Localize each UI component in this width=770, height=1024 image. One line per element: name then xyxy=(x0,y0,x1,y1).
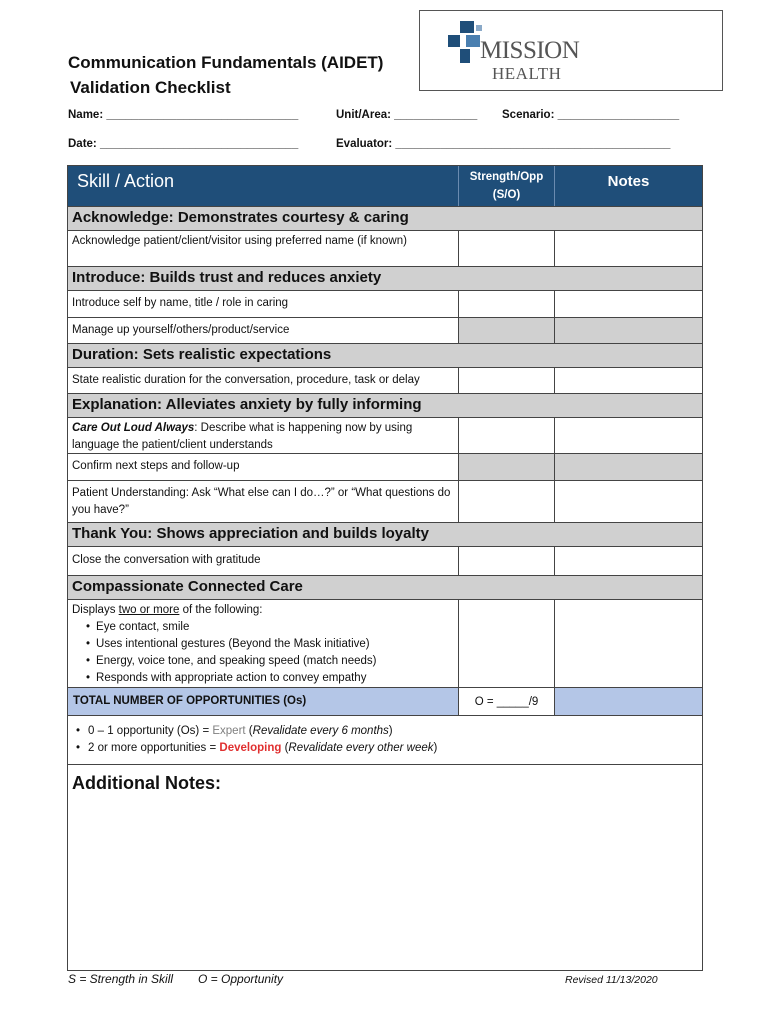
notes-cell[interactable] xyxy=(555,368,702,393)
total-notes-cell xyxy=(555,688,702,715)
additional-notes-box[interactable] xyxy=(68,764,702,970)
so-cell[interactable] xyxy=(459,454,555,480)
section-explanation: Explanation: Alleviates anxiety by fully informing xyxy=(68,393,702,417)
notes-cell[interactable] xyxy=(555,418,702,453)
header-so-line2: (S/O) xyxy=(492,189,521,201)
header-skill: Skill / Action xyxy=(68,166,459,206)
notes-cell[interactable] xyxy=(555,291,702,317)
legend-paren-open: ( xyxy=(281,742,289,754)
total-row xyxy=(68,687,702,715)
legend-expert-text: 0 – 1 opportunity (Os) = xyxy=(88,725,213,737)
logo-text-mission: MISSION xyxy=(480,37,580,64)
expert-label: Expert xyxy=(212,725,246,737)
intro-text-underlined: two or more xyxy=(118,604,180,616)
section-introduce: Introduce: Builds trust and reduces anxiety xyxy=(68,266,702,290)
skill-cell: Acknowledge patient/client/visitor using preferred name (if known) xyxy=(68,231,459,266)
notes-cell[interactable] xyxy=(555,318,702,343)
care-out-loud-label: Care Out Loud Always xyxy=(72,422,195,434)
table-row xyxy=(68,230,702,266)
so-cell[interactable] xyxy=(459,368,555,393)
section-acknowledge: Acknowledge: Demonstrates courtesy & caring xyxy=(68,206,702,230)
table-header xyxy=(68,166,702,206)
page-title xyxy=(68,50,383,100)
name-field[interactable]: Name: ______________________________ xyxy=(68,109,299,121)
title-line-1: Communication Fundamentals (AIDET) xyxy=(68,53,384,72)
expert-revalidate: Revalidate every 6 months xyxy=(252,725,389,737)
header-so-line1: Strength/Opp xyxy=(469,171,544,183)
so-cell[interactable] xyxy=(459,231,555,266)
skill-cell: Patient Understanding: Ask “What else can I do…?” or “What questions do you have?” xyxy=(68,481,459,522)
table-row xyxy=(68,417,702,453)
so-cell[interactable] xyxy=(459,600,555,687)
table-row xyxy=(68,480,702,522)
legend-paren-close: ) xyxy=(388,725,393,737)
notes-cell[interactable] xyxy=(555,231,702,266)
care-out-loud-text: : Describe what is happening now by using language the patient/client understands xyxy=(72,422,413,451)
title-line-2: Validation Checklist xyxy=(70,78,231,97)
logo xyxy=(419,10,723,91)
notes-cell[interactable] xyxy=(555,600,702,687)
legend-paren-close: ) xyxy=(433,742,438,754)
list-item: • Eye contact, smile xyxy=(86,619,454,636)
additional-notes-label: Additional Notes: xyxy=(72,773,221,793)
list-item: • Responds with appropriate action to convey empathy xyxy=(86,670,454,687)
section-thank-you: Thank You: Shows appreciation and builds loyalty xyxy=(68,522,702,546)
total-label: TOTAL NUMBER OF OPPORTUNITIES (Os) xyxy=(68,688,459,715)
date-field[interactable]: Date: _______________________________ xyxy=(68,138,299,150)
footer-opportunity: O = Opportunity xyxy=(198,972,284,986)
intro-text-b: of the following: xyxy=(179,604,263,616)
so-cell[interactable] xyxy=(459,318,555,343)
notes-cell[interactable] xyxy=(555,547,702,575)
skill-cell: Manage up yourself/others/product/service xyxy=(68,318,459,343)
checklist-table xyxy=(67,165,703,971)
footer-revised: Revised 11/13/2020 xyxy=(565,974,658,986)
unit-field[interactable]: Unit/Area: _____________ xyxy=(336,109,478,121)
notes-cell[interactable] xyxy=(555,454,702,480)
table-row xyxy=(68,317,702,343)
total-value[interactable]: O = _____/9 xyxy=(459,688,555,715)
legend-paren-open: ( xyxy=(245,725,253,737)
header-so xyxy=(459,166,555,206)
table-row xyxy=(68,546,702,575)
table-row xyxy=(68,453,702,480)
skill-cell: Introduce self by name, title / role in caring xyxy=(68,291,459,317)
legend-expert: • 0 – 1 opportunity (Os) = Expert (Revalidate every 6 months) xyxy=(76,725,393,737)
developing-label: Developing xyxy=(219,742,282,754)
skill-cell: State realistic duration for the conversation, procedure, task or delay xyxy=(68,368,459,393)
compassion-intro xyxy=(72,602,454,619)
legend-developing: • 2 or more opportunities = Developing (Revalidate every other week) xyxy=(76,742,438,754)
notes-cell[interactable] xyxy=(555,481,702,522)
evaluator-field[interactable]: Evaluator: ___________________________________________ xyxy=(336,138,671,150)
so-cell[interactable] xyxy=(459,481,555,522)
skill-cell xyxy=(68,600,459,687)
developing-revalidate: Revalidate every other week xyxy=(288,742,434,754)
header-notes: Notes xyxy=(607,173,650,190)
legend-developing-text: 2 or more opportunities = xyxy=(88,742,220,754)
so-cell[interactable] xyxy=(459,291,555,317)
compassion-list xyxy=(72,619,454,687)
skill-cell: Close the conversation with gratitude xyxy=(68,547,459,575)
section-duration: Duration: Sets realistic expectations xyxy=(68,343,702,367)
table-row xyxy=(68,599,702,687)
table-row xyxy=(68,290,702,317)
scoring-legend xyxy=(68,715,702,764)
skill-cell xyxy=(68,418,459,453)
table-row xyxy=(68,367,702,393)
skill-cell: Confirm next steps and follow-up xyxy=(68,454,459,480)
list-item: • Energy, voice tone, and speaking speed (match needs) xyxy=(86,653,454,670)
list-item: • Uses intentional gestures (Beyond the Mask initiative) xyxy=(86,636,454,653)
footer-strength: S = Strength in Skill xyxy=(68,972,174,986)
logo-text-health: HEALTH xyxy=(492,64,562,83)
so-cell[interactable] xyxy=(459,547,555,575)
scenario-field[interactable]: Scenario: ___________________ xyxy=(502,109,680,121)
intro-text-a: Displays xyxy=(72,604,119,616)
section-compassion: Compassionate Connected Care xyxy=(68,575,702,599)
so-cell[interactable] xyxy=(459,418,555,453)
